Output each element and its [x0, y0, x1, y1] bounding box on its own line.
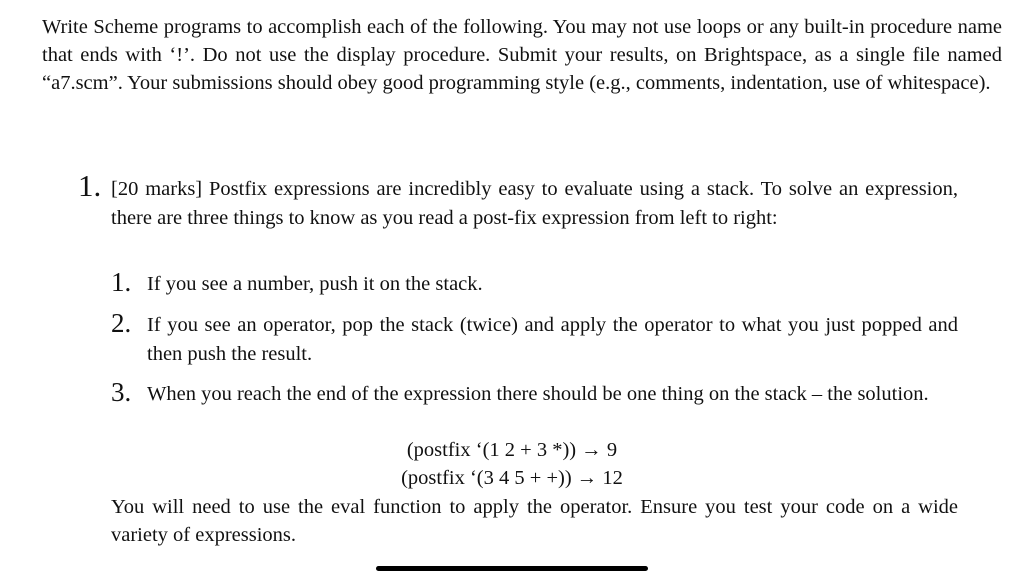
closing-note: You will need to use the eval function to apply the operator. Ensure you test your code on a wide variety of expressions.	[111, 496, 958, 546]
step-1	[111, 267, 958, 299]
step-text: If you see an operator, pop the stack (twice) and apply the operator to what you just popped and then push the result.	[147, 314, 958, 365]
question-description: [20 marks] Postfix expressions are incredibly easy to evaluate using a stack. To solve an expression, there are three things to know as you read a post-fix expression from left to right:	[111, 178, 958, 229]
question-number: 1.	[78, 168, 102, 203]
home-indicator-bar[interactable]	[376, 566, 648, 571]
step-number: 3.	[111, 377, 132, 407]
step-text: If you see a number, push it on the stack.	[147, 273, 483, 295]
step-number: 2.	[111, 308, 132, 338]
assignment-instructions: Write Scheme programs to accomplish each of the following. You may not use loops or any built-in procedure name that ends with ‘!’. Do not use the display procedure. Submit your results, on Brightspace, as a single file named “a7.scm”. Your submissions should obey good programming style (e.g., comments, indentation, use of whitespace).	[42, 16, 1002, 94]
step-3	[111, 377, 958, 409]
step-text: When you reach the end of the expression there should be one thing on the stack – the solution.	[147, 383, 929, 405]
example-expression-2: (postfix ‘(3 4 5 + +)) → 12	[401, 467, 623, 489]
step-number: 1.	[111, 267, 132, 297]
step-2	[111, 308, 958, 369]
example-expression-1: (postfix ‘(1 2 + 3 *)) → 9	[406, 439, 618, 461]
